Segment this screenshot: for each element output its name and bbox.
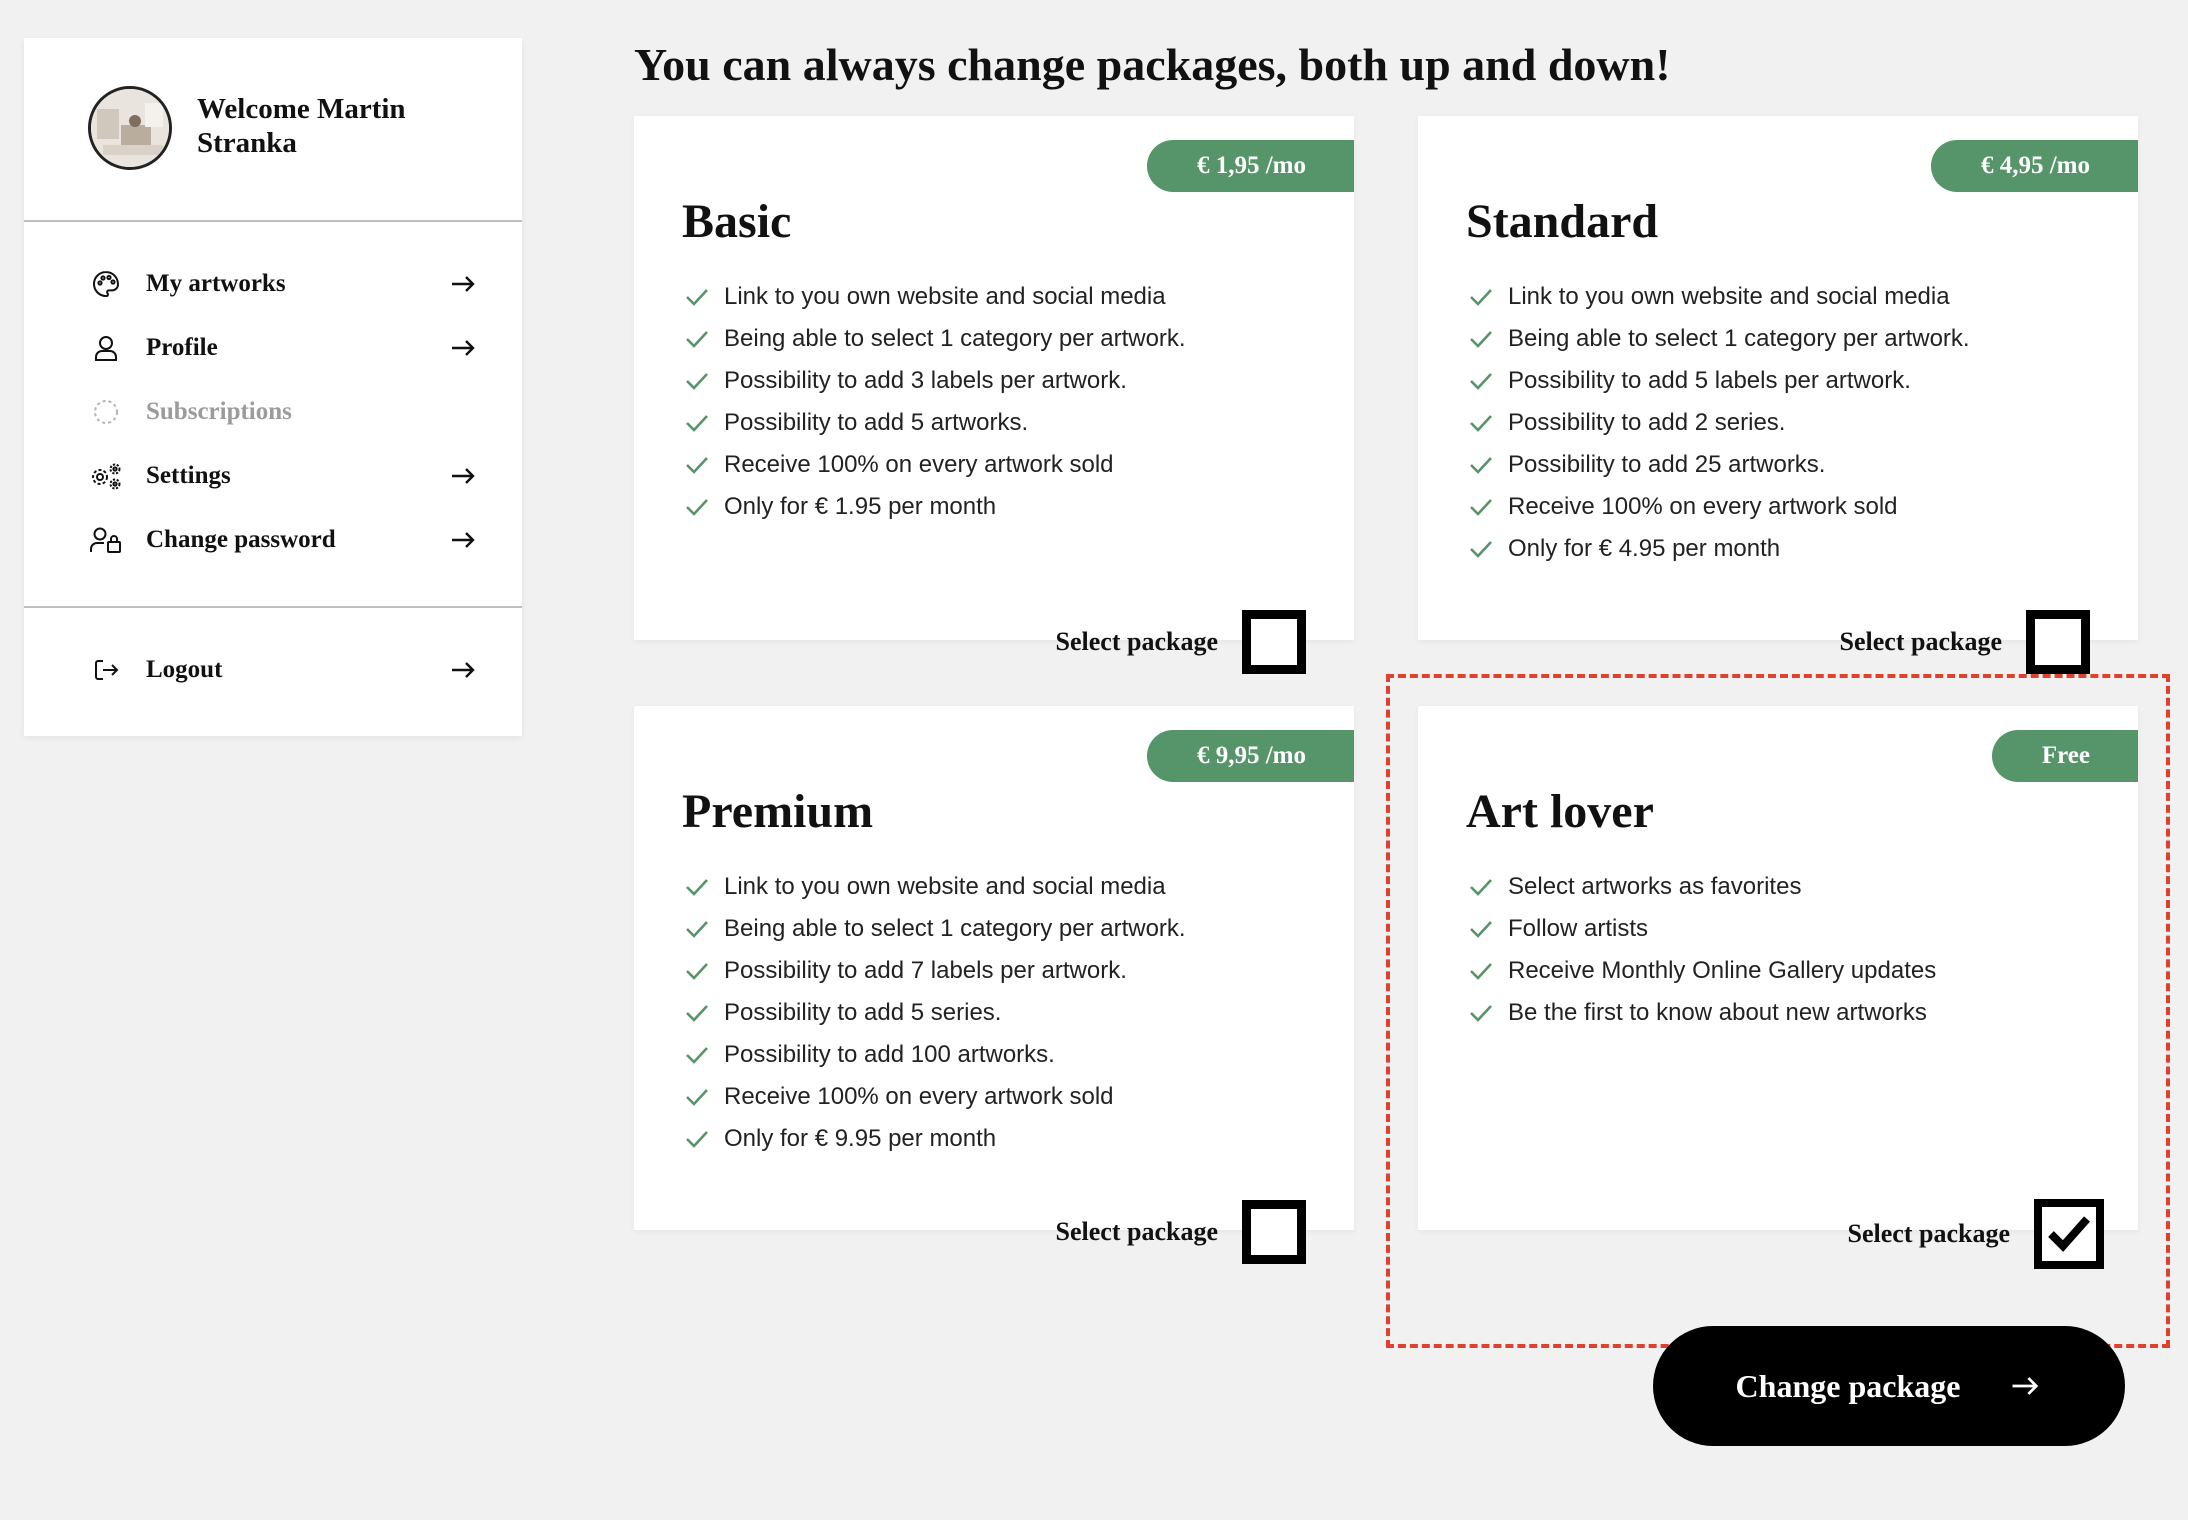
- sidebar-divider: [24, 606, 522, 608]
- sidebar-item-label: Settings: [146, 462, 231, 489]
- feature-text: Receive 100% on every artwork sold: [724, 1083, 1114, 1110]
- sidebar-item-label: Change password: [146, 526, 336, 553]
- arrow-right-icon: [2008, 1369, 2042, 1403]
- user-icon: [88, 330, 124, 366]
- sidebar-item-subscriptions[interactable]: [88, 388, 478, 436]
- feature-item: [1466, 276, 1970, 318]
- sidebar-item-change-password[interactable]: [88, 516, 478, 564]
- arrow-right-icon: [448, 525, 478, 555]
- package-card-basic: [634, 116, 1354, 656]
- feature-item: [1466, 908, 1936, 950]
- change-package-label: Change package: [1735, 1367, 1961, 1404]
- feature-list: [682, 866, 1186, 1160]
- feature-text: Being able to select 1 category per artwork.: [724, 325, 1186, 352]
- select-package-checkbox[interactable]: [2026, 610, 2090, 674]
- feature-text: Possibility to add 7 labels per artwork.: [724, 957, 1127, 984]
- feature-text: Select artworks as favorites: [1508, 873, 1802, 900]
- check-icon: [682, 282, 712, 312]
- feature-text: Follow artists: [1508, 915, 1649, 942]
- feature-text: Possibility to add 2 series.: [1508, 409, 1786, 436]
- check-icon: [682, 872, 712, 902]
- feature-text: Link to you own website and social media: [724, 283, 1166, 310]
- feature-item: [682, 866, 1186, 908]
- feature-text: Link to you own website and social media: [1508, 283, 1950, 310]
- feature-text: Possibility to add 3 labels per artwork.: [724, 367, 1127, 394]
- arrow-right-icon: [448, 333, 478, 363]
- select-package-row: [1056, 610, 1306, 674]
- feature-text: Possibility to add 25 artworks.: [1508, 451, 1826, 478]
- feature-text: Possibility to add 5 series.: [724, 999, 1002, 1026]
- change-package-button[interactable]: [1653, 1326, 2125, 1446]
- package-title: Standard: [1466, 195, 1659, 248]
- account-sidebar: [24, 38, 522, 736]
- feature-item: [1466, 866, 1936, 908]
- sidebar-divider: [24, 220, 522, 222]
- check-icon: [682, 1082, 712, 1112]
- feature-text: Being able to select 1 category per artwork.: [724, 915, 1186, 942]
- sidebar-item-profile[interactable]: [88, 324, 478, 372]
- package-card-art-lover: [1418, 706, 2138, 1248]
- feature-item: [1466, 992, 1936, 1034]
- select-package-label: Select package: [1847, 1219, 2010, 1248]
- package-title: Art lover: [1466, 785, 1654, 838]
- welcome-block: [24, 38, 522, 220]
- feature-text: Link to you own website and social media: [724, 873, 1166, 900]
- check-icon: [1466, 914, 1496, 944]
- logout-link[interactable]: [88, 646, 478, 694]
- feature-list: [1466, 866, 1936, 1034]
- feature-item: [682, 318, 1186, 360]
- package-title: Premium: [682, 785, 874, 838]
- check-icon: [682, 492, 712, 522]
- feature-text: Only for € 1.95 per month: [724, 493, 997, 520]
- check-icon: [1466, 534, 1496, 564]
- sidebar-item-settings[interactable]: [88, 452, 478, 500]
- arrow-right-icon: [448, 461, 478, 491]
- select-package-checkbox[interactable]: [2034, 1199, 2104, 1269]
- check-icon: [682, 1124, 712, 1154]
- feature-item: [682, 1118, 1186, 1160]
- feature-text: Possibility to add 5 artworks.: [724, 409, 1029, 436]
- check-icon: [1466, 408, 1496, 438]
- check-icon: [1466, 872, 1496, 902]
- page-title: You can always change packages, both up and down!: [634, 39, 1671, 90]
- check-icon: [1466, 366, 1496, 396]
- arrow-right-icon: [448, 655, 478, 685]
- select-package-checkbox[interactable]: [1242, 1200, 1306, 1264]
- check-icon: [682, 956, 712, 986]
- feature-item: [682, 360, 1186, 402]
- price-badge: Free: [1992, 730, 2138, 782]
- select-package-label: Select package: [1055, 1217, 1218, 1246]
- feature-item: [682, 276, 1186, 318]
- check-icon: [682, 324, 712, 354]
- feature-item: [1466, 402, 1970, 444]
- feature-item: [1466, 360, 1970, 402]
- feature-item: [682, 950, 1186, 992]
- feature-text: Receive 100% on every artwork sold: [1508, 493, 1898, 520]
- check-icon: [682, 366, 712, 396]
- feature-item: [682, 908, 1186, 950]
- sidebar-item-my-artworks[interactable]: [88, 260, 478, 308]
- feature-list: [682, 276, 1186, 528]
- logout-icon: [88, 652, 124, 688]
- gear-icon: [88, 458, 124, 494]
- checkmark-icon: [2042, 1207, 2096, 1261]
- sidebar-item-label: Profile: [146, 334, 218, 361]
- feature-text: Only for € 9.95 per month: [724, 1125, 997, 1152]
- select-package-row: [1848, 1202, 2104, 1266]
- price-badge: € 4,95 /mo: [1931, 140, 2138, 192]
- select-package-checkbox[interactable]: [1242, 610, 1306, 674]
- feature-item: [682, 1076, 1186, 1118]
- sidebar-item-label: Subscriptions: [146, 398, 292, 425]
- feature-item: [1466, 444, 1970, 486]
- feature-item: [1466, 528, 1970, 570]
- feature-item: [682, 444, 1186, 486]
- check-icon: [1466, 324, 1496, 354]
- price-badge: € 9,95 /mo: [1147, 730, 1354, 782]
- check-icon: [682, 1040, 712, 1070]
- avatar[interactable]: [88, 86, 172, 170]
- logout-label: Logout: [146, 656, 223, 683]
- package-card-standard: [1418, 116, 2138, 656]
- feature-text: Being able to select 1 category per artwork.: [1508, 325, 1970, 352]
- welcome-message: Welcome Martin Stranka: [197, 93, 406, 159]
- check-icon: [682, 408, 712, 438]
- feature-text: Possibility to add 100 artworks.: [724, 1041, 1055, 1068]
- feature-item: [1466, 486, 1970, 528]
- feature-item: [682, 1034, 1186, 1076]
- package-title: Basic: [682, 195, 792, 248]
- select-package-row: [1840, 610, 2090, 674]
- check-icon: [1466, 956, 1496, 986]
- feature-item: [682, 486, 1186, 528]
- loading-icon: [88, 394, 124, 430]
- check-icon: [1466, 450, 1496, 480]
- feature-text: Receive 100% on every artwork sold: [724, 451, 1114, 478]
- sidebar-item-label: My artworks: [146, 270, 286, 297]
- select-package-label: Select package: [1055, 627, 1218, 656]
- select-package-label: Select package: [1839, 627, 2002, 656]
- feature-item: [682, 402, 1186, 444]
- select-package-row: [1056, 1200, 1306, 1264]
- feature-text: Only for € 4.95 per month: [1508, 535, 1781, 562]
- check-icon: [682, 914, 712, 944]
- palette-icon: [88, 266, 124, 302]
- price-badge: € 1,95 /mo: [1147, 140, 1354, 192]
- feature-text: Receive Monthly Online Gallery updates: [1508, 957, 1937, 984]
- check-icon: [1466, 998, 1496, 1028]
- feature-item: [1466, 950, 1936, 992]
- check-icon: [1466, 282, 1496, 312]
- feature-list: [1466, 276, 1970, 570]
- feature-text: Possibility to add 5 labels per artwork.: [1508, 367, 1911, 394]
- user-lock-icon: [88, 522, 124, 558]
- check-icon: [682, 998, 712, 1028]
- package-card-premium: [634, 706, 1354, 1246]
- feature-item: [682, 992, 1186, 1034]
- feature-text: Be the first to know about new artworks: [1508, 999, 1927, 1026]
- feature-item: [1466, 318, 1970, 360]
- check-icon: [1466, 492, 1496, 522]
- arrow-right-icon: [448, 269, 478, 299]
- check-icon: [682, 450, 712, 480]
